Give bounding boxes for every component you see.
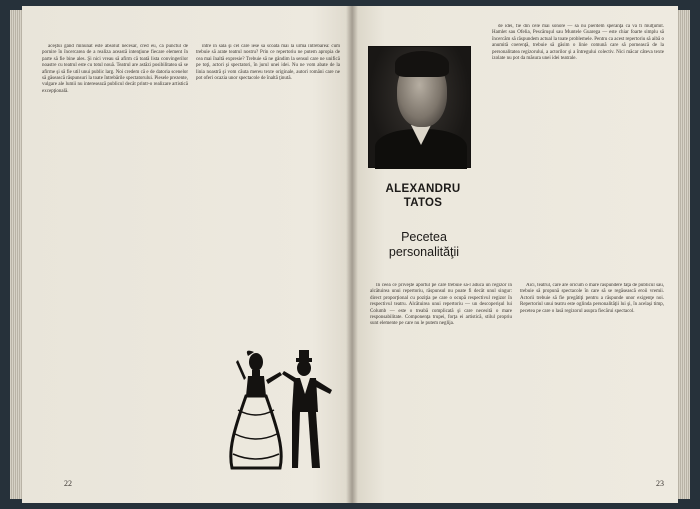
left-page <box>22 6 352 503</box>
left-page-number: 22 <box>64 479 72 488</box>
author-name: ALEXANDRU TATOS <box>385 183 461 209</box>
left-column-2-text: între în sală şi cel care iese să scoată mai la urmă întrebarea: cum trebuie să arate teatrul nostru? Prin ce repertoriu ne putem apropia de cea mai înaltă expresie? Trebuie să ne gândim la sensul care ne unifică pe toţi, actori şi spectatori, în jurul unei idei. Nu ne vom abate de la linia noastră şi vom căuta mereu texte originale, autori români care ne pot oferi ocazia unor spectacole de înaltă ţinută. <box>196 44 340 82</box>
left-page-edges <box>10 10 22 499</box>
right-column-top-text: de idei, fie din cele mai sonore — să nu pierdem speranţa că va fi mulţumit. Hamlet sau Ofelia, Pescăruşul sau Muntele Guarega — este chiar foarte simplu să încercăm să răspundem actual la toate problemele. Pentru ca acest repertoriu să aibă o anumită coerenţă, trebuie să găsim o linie comună care să pornească de la personalitatea regizorului, a actorilor şi a întregului colectiv. Nici măcar câteva texte izolate nu pot da măsura unei idei teatrale. <box>492 24 664 62</box>
right-page <box>352 6 678 503</box>
left-column-2 <box>196 44 340 349</box>
left-column-1-text: aceştui gând minunat este absolut necesar, cred eu, ca punctul de pornire în încercarea de a realiza această intenţiune fiecare element în parte să fie bine ales. Şi nici vreau să afirm că toată lista convingerilor noastre cu teatrul este cu totul nouă. Teatrul are astăzi posibilitatea să se afirme şi să fie util unui public larg. Noi credem că e de datoria scenelor să găsească răspunsuri la toate întrebările spectatorului. Piesele prezente, vulgare ale lumii nu interesează publicul decât printr-o realizare artistică excepţională. <box>42 44 188 94</box>
right-column-bottom-left <box>370 283 512 483</box>
right-column-top <box>492 24 664 279</box>
essay-title: Pecetea personalităţii <box>388 230 460 259</box>
couple-illustration <box>208 350 352 480</box>
right-column-bottom-left-text: În ceea ce priveşte aportul pe care trebuie să-l aducă un regizor în alcătuirea unui repertoriu, răspunsul nu poate fi decât unul singur: direct proporţional cu poziţia pe care o ocupă respectivul regizor în respectivul teatru. Alcătuirea unui repertoriu — un descoperişul lui Columb — este o treabă complicată şi care necesită o mare responsabilitate. Componenţa trupei, forţa ei artistică, stilul propriu sunt elemente pe care nu le putem neglija. <box>370 283 512 327</box>
author-portrait-photo <box>368 46 471 168</box>
left-column-1 <box>42 44 188 484</box>
right-column-bottom-right <box>520 283 664 483</box>
right-page-number: 23 <box>656 479 664 488</box>
right-column-bottom-right-text: Aici, teatrul, care are oricum o mare răspundere faţă de publicul său, trebuie să propună spectacole în care să se regăsească eroii vremii. Actorii trebuie să fie pregătiţi pentru a răspunde unor exigenţe noi. Repertoriul unui teatru este oglinda personalităţii lui şi, în acelaşi timp, pecetea pe care o lasă regizorul asupra fiecărui spectacol. <box>520 283 664 314</box>
right-page-edges <box>678 10 690 499</box>
